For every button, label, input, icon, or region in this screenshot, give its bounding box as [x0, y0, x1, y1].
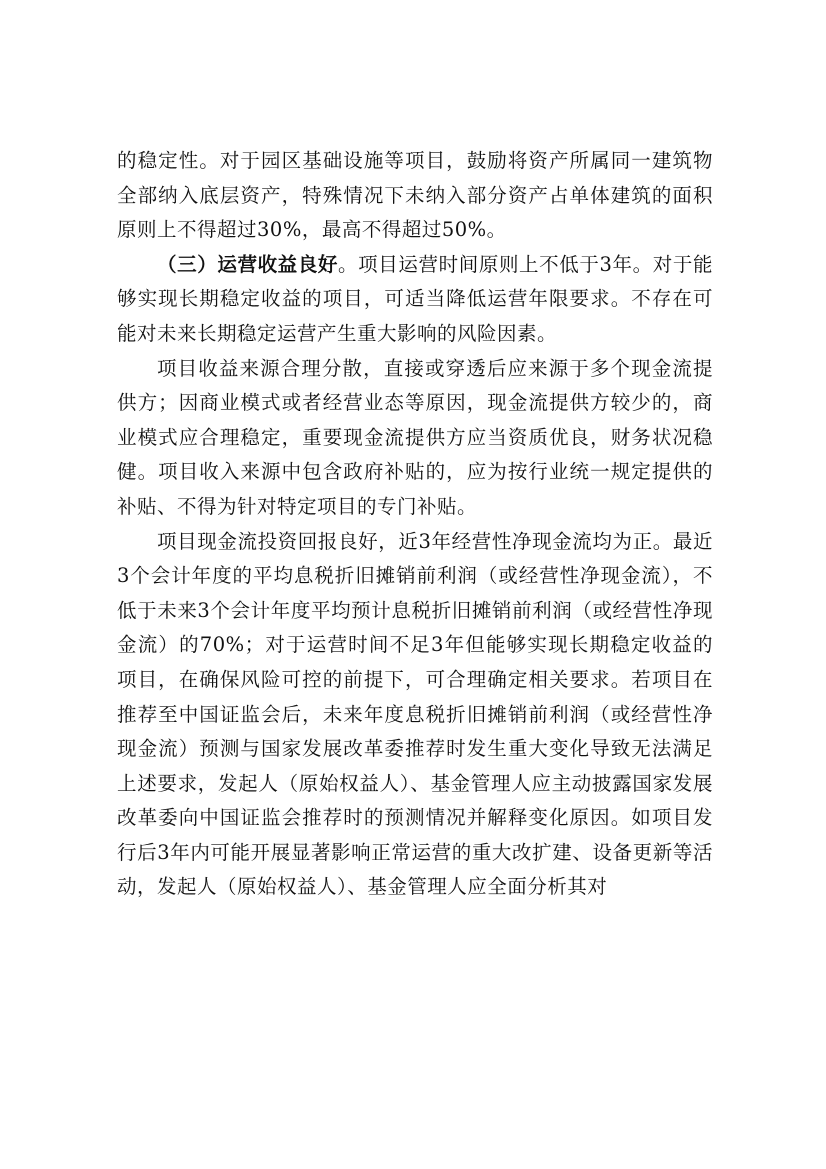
paragraph-income-sources	[117, 352, 713, 525]
section-heading: （三）运营收益良好	[157, 252, 339, 276]
paragraph-continuation	[117, 144, 713, 248]
paragraph-text: 项目现金流投资回报良好，近3年经营性净现金流均为正。最近3个会计年度的平均息税折旧摊销前利润（或经营性净现金流），不低于未来3个会计年度平均预计息税折旧摊销前利润（或经营性净现金流）的70%；对于运营时间不足3年但能够实现长期稳定收益的项目，在确保风险可控的前提下，可合理确定相关要求。若项目在推荐至中国证监会后，未来年度息税折旧摊销前利润（或经营性净现金流）预测与国家发展改革委推荐时发生重大变化导致无法满足上述要求，发起人（原始权益人）、基金管理人应主动披露国家发展改革委向中国证监会推荐时的预测情况并解释变化原因。如项目发行后3年内可能开展显著影响正常运营的重大改扩建、设备更新等活动，发起人（原始权益人）、基金管理人应全面分析其对	[117, 529, 713, 899]
document-body	[117, 144, 713, 905]
paragraph-text: 。项目运营时间原则上不低于3年。对于能够实现长期稳定收益的项目，可适当降低运营年限要求。不存在可能对未来长期稳定运营产生重大影响的风险因素。	[117, 252, 713, 345]
paragraph-operating-income	[117, 248, 713, 352]
paragraph-text: 的稳定性。对于园区基础设施等项目，鼓励将资产所属同一建筑物全部纳入底层资产，特殊情况下未纳入部分资产占单体建筑的面积原则上不得超过30%，最高不得超过50%。	[117, 149, 713, 242]
paragraph-text: 项目收益来源合理分散，直接或穿透后应来源于多个现金流提供方；因商业模式或者经营业态等原因，现金流提供方较少的，商业模式应合理稳定，重要现金流提供方应当资质优良，财务状况稳健。项目收入来源中包含政府补贴的，应为按行业统一规定提供的补贴、不得为针对特定项目的专门补贴。	[117, 356, 713, 518]
paragraph-cash-flow	[117, 525, 713, 906]
